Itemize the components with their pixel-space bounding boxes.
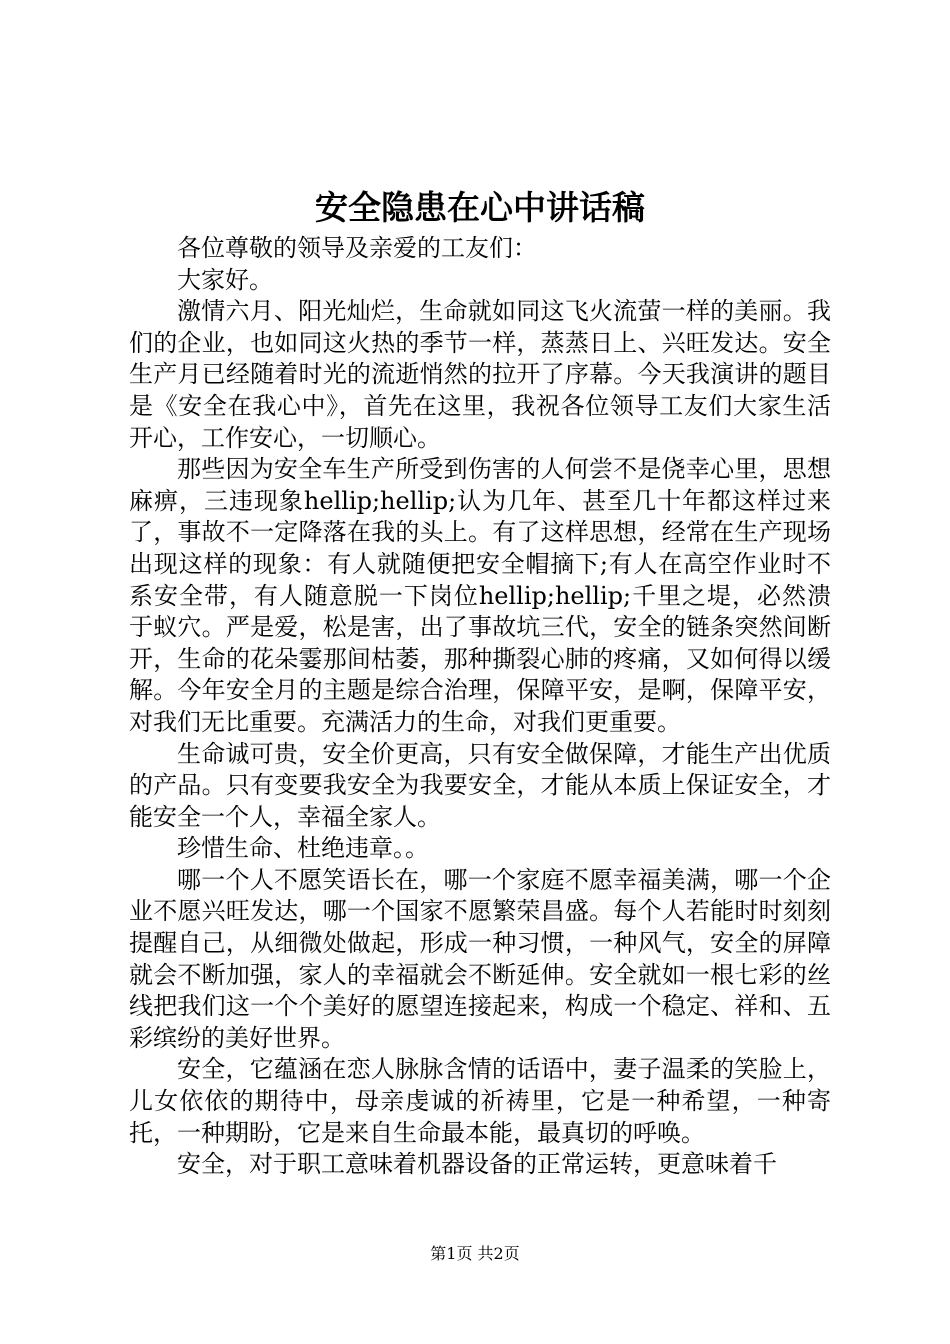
paragraph-greeting: 各位尊敬的领导及亲爱的工友们： [177,234,537,262]
paragraph-safety-workers: 安全，对于职工意味着机器设备的正常运转，更意味着千 [177,1150,777,1179]
paragraph-cherish-life: 珍惜生命、杜绝违章。。 [177,834,429,863]
document-body [129,233,831,1181]
page-number-footer: 第1页 共2页 [430,1244,520,1263]
paragraph-hello: 大家好。 [177,265,273,294]
document-title: 安全隐患在心中讲话稿 [315,188,645,227]
paragraph-violations: 那些因为安全车生产所受到伤害的人何尝不是侥幸心里，思想麻痹，三违现象hellip;hellip;认为几年、甚至几十年都这样过来了，事故不一定降落在我的头上。有了这样思想，经常在生产现场出现这样的现象：有人就随便把安全帽摘下;有人在高空作业时不系安全带，有人随意脱一下岗位hellip;hellip;千里之堤，必然溃于蚁穴。严是爱，松是害，出了事故坑三代，安全的链条突然间断开，生命的花朵霎那间枯萎，那种撕裂心肺的疼痛，又如何得以缓解。今年安全月的主题是综合治理，保障平安，是啊，保障平安，对我们无比重要。充满活力的生命，对我们更重要。 [129,455,831,736]
paragraph-safety-meaning: 安全，它蕴涵在恋人脉脉含情的话语中，妻子温柔的笑脸上，儿女依依的期待中，母亲虔诚的祈祷里，它是一种希望，一种寄托，一种期盼，它是来自生命最本能，最真切的呼唤。 [129,1055,831,1147]
paragraph-life-value: 生命诚可贵，安全价更高，只有安全做保障，才能生产出优质的产品。只有变要我安全为我要安全，才能从本质上保证安全，才能安全一个人，幸福全家人。 [129,739,831,831]
paragraph-happiness: 哪一个人不愿笑语长在，哪一个家庭不愿幸福美满，哪一个企业不愿兴旺发达，哪一个国家不愿繁荣昌盛。每个人若能时时刻刻提醒自己，从细微处做起，形成一种习惯，一种风气，安全的屏障就会不断加强，家人的幸福就会不断延伸。安全就如一根七彩的丝线把我们这一个个美好的愿望连接起来，构成一个稳定、祥和、五彩缤纷的美好世界。 [129,865,831,1052]
paragraph-intro: 激情六月、阳光灿烂，生命就如同这飞火流萤一样的美丽。我们的企业，也如同这火热的季节一样，蒸蒸日上、兴旺发达。安全生产月已经随着时光的流逝悄然的拉开了序幕。今天我演讲的题目是《安全在我心中》，首先在这里，我祝各位领导工友们大家生活开心，工作安心，一切顺心。 [129,297,831,452]
